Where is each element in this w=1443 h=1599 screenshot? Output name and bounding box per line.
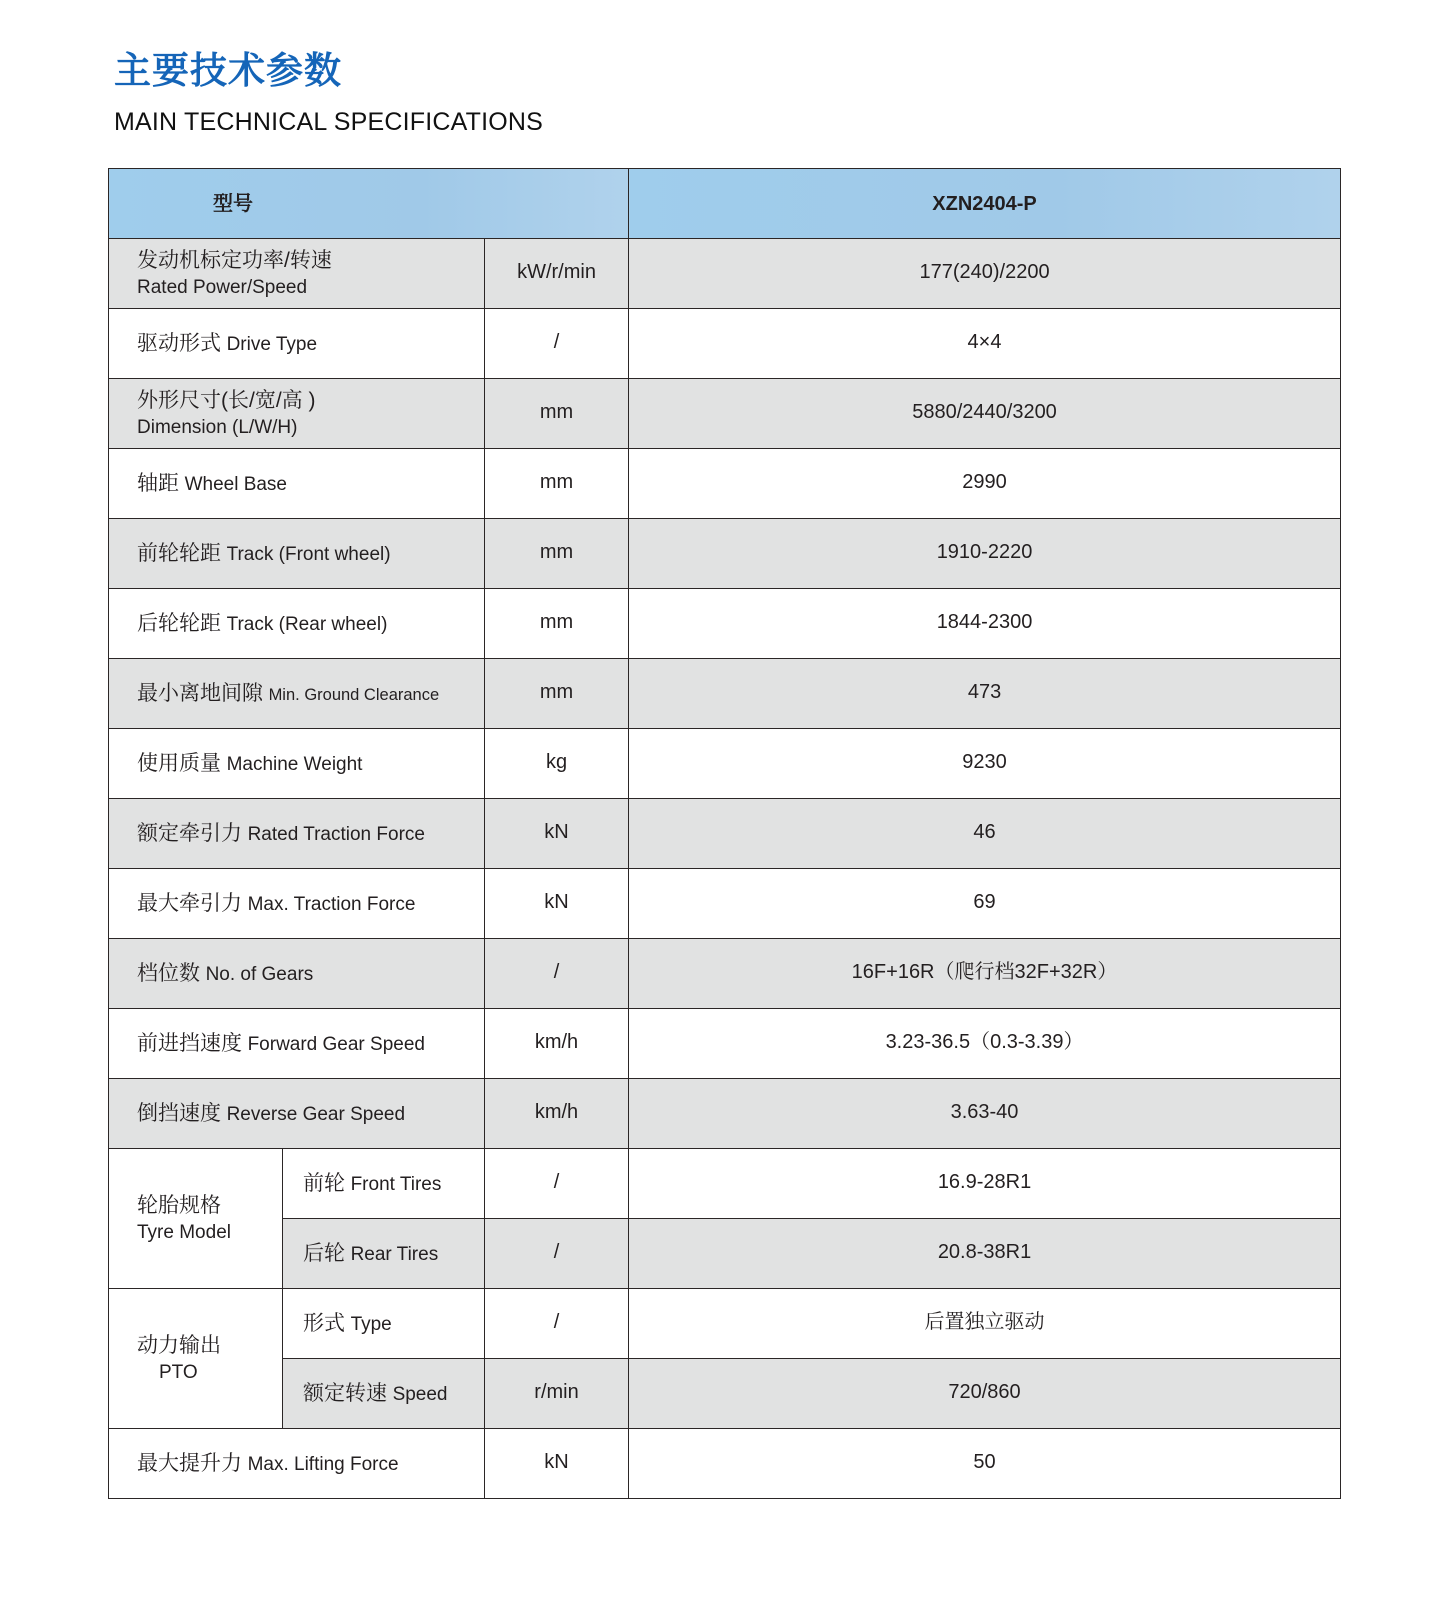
table-row [109, 1079, 1341, 1149]
param-label [109, 1429, 485, 1499]
table-row [109, 239, 1341, 309]
unit-cell: km/h [485, 1079, 629, 1149]
table-row [109, 729, 1341, 799]
param-label [109, 449, 485, 519]
param-label [109, 1009, 485, 1079]
sub-param-label: 形式 Type [283, 1289, 485, 1359]
value-cell: 177(240)/2200 [629, 239, 1341, 309]
unit-cell: mm [485, 449, 629, 519]
unit-cell: kN [485, 799, 629, 869]
table-row [109, 589, 1341, 659]
group-label-cn: 动力输出 [137, 1333, 221, 1357]
param-label-cn: 最大提升力 [137, 1451, 242, 1475]
value-cell: 4×4 [629, 309, 1341, 379]
param-label-cn: 前轮轮距 [137, 541, 221, 565]
table-row [109, 309, 1341, 379]
table-row [109, 659, 1341, 729]
value-cell: 2990 [629, 449, 1341, 519]
sub-param-label: 后轮 Rear Tires [283, 1219, 485, 1289]
unit-cell: mm [485, 589, 629, 659]
param-label-cn: 档位数 [137, 961, 200, 985]
param-label-en: Max. Traction Force [247, 893, 416, 915]
param-label-en: Rated Power/Speed [137, 276, 308, 298]
param-label [109, 1079, 485, 1149]
value-cell: 5880/2440/3200 [629, 379, 1341, 449]
unit-cell: kN [485, 869, 629, 939]
param-label-cn: 轴距 [137, 471, 179, 495]
unit-cell: / [485, 1219, 629, 1289]
param-label [109, 659, 485, 729]
table-row [109, 1429, 1341, 1499]
param-label [109, 729, 485, 799]
value-cell: 16F+16R（爬行档32F+32R） [629, 939, 1341, 1009]
table-row [109, 869, 1341, 939]
param-label-cn: 最小离地间隙 [137, 681, 263, 705]
unit-cell: kg [485, 729, 629, 799]
value-cell: 3.63-40 [629, 1079, 1341, 1149]
unit-cell: mm [485, 659, 629, 729]
unit-cell: km/h [485, 1009, 629, 1079]
param-label-cn: 前进挡速度 [137, 1031, 242, 1055]
param-label-cn: 驱动形式 [137, 331, 221, 355]
model-label-header: 型号 [109, 169, 629, 239]
table-row [109, 939, 1341, 1009]
param-label-en: Track (Front wheel) [226, 543, 391, 565]
value-cell: 20.8-38R1 [629, 1219, 1341, 1289]
param-label-en: Drive Type [226, 333, 318, 355]
param-label [109, 799, 485, 869]
param-label-cn: 使用质量 [137, 751, 221, 775]
param-label-cn: 额定牵引力 [137, 821, 242, 845]
unit-cell: r/min [485, 1359, 629, 1429]
value-cell: 9230 [629, 729, 1341, 799]
unit-cell: / [485, 1149, 629, 1219]
value-cell: 69 [629, 869, 1341, 939]
table-row [109, 519, 1341, 589]
tyre-model-group-label [109, 1149, 283, 1289]
group-label-en: PTO [159, 1361, 198, 1383]
param-label-en: Forward Gear Speed [247, 1033, 425, 1055]
table-row [109, 1009, 1341, 1079]
param-label [109, 589, 485, 659]
param-label [109, 309, 485, 379]
table-row-pto-type [109, 1289, 1341, 1359]
param-label-cn: 外形尺寸(长/宽/高 ) [137, 388, 316, 412]
param-label [109, 379, 485, 449]
param-label-cn: 发动机标定功率/转速 [137, 248, 332, 272]
param-label [109, 519, 485, 589]
pto-group-label [109, 1289, 283, 1429]
param-label-cn: 最大牵引力 [137, 891, 242, 915]
value-cell: 后置独立驱动 [629, 1289, 1341, 1359]
value-cell: 50 [629, 1429, 1341, 1499]
group-label-en: Tyre Model [137, 1221, 231, 1243]
unit-cell: kW/r/min [485, 239, 629, 309]
unit-cell: mm [485, 379, 629, 449]
value-cell: 1844-2300 [629, 589, 1341, 659]
param-label [109, 939, 485, 1009]
value-cell: 473 [629, 659, 1341, 729]
unit-cell: kN [485, 1429, 629, 1499]
specifications-table [108, 168, 1341, 1499]
param-label-en: Reverse Gear Speed [226, 1103, 406, 1125]
table-row-tyres-front [109, 1149, 1341, 1219]
value-cell: 3.23-36.5（0.3-3.39） [629, 1009, 1341, 1079]
param-label-en: Wheel Base [184, 473, 288, 495]
table-header-row [109, 169, 1341, 239]
value-cell: 16.9-28R1 [629, 1149, 1341, 1219]
value-cell: 720/860 [629, 1359, 1341, 1429]
unit-cell: / [485, 939, 629, 1009]
table-row-tyres-rear [109, 1219, 1341, 1289]
table-row [109, 799, 1341, 869]
table-row [109, 449, 1341, 519]
table-row-pto-speed [109, 1359, 1341, 1429]
unit-cell: mm [485, 519, 629, 589]
param-label-en: Dimension (L/W/H) [137, 416, 298, 438]
param-label-en: Rated Traction Force [247, 823, 425, 845]
unit-cell: / [485, 309, 629, 379]
param-label-cn: 后轮轮距 [137, 611, 221, 635]
page-title-en: MAIN TECHNICAL SPECIFICATIONS [114, 108, 544, 136]
sub-param-label: 前轮 Front Tires [283, 1149, 485, 1219]
sub-param-label: 额定转速 Speed [283, 1359, 485, 1429]
table-row [109, 379, 1341, 449]
param-label-en: Machine Weight [226, 753, 363, 775]
param-label-en: No. of Gears [205, 963, 314, 985]
group-label-cn: 轮胎规格 [137, 1193, 221, 1217]
unit-cell: / [485, 1289, 629, 1359]
page-title-cn: 主要技术参数 [114, 50, 342, 91]
value-cell: 1910-2220 [629, 519, 1341, 589]
param-label-en: Track (Rear wheel) [226, 613, 388, 635]
param-label [109, 239, 485, 309]
param-label-en: Max. Lifting Force [247, 1453, 399, 1475]
param-label [109, 869, 485, 939]
model-value-header: XZN2404-P [629, 169, 1341, 239]
param-label-en: Min. Ground Clearance [268, 685, 440, 704]
param-label-cn: 倒挡速度 [137, 1101, 221, 1125]
value-cell: 46 [629, 799, 1341, 869]
